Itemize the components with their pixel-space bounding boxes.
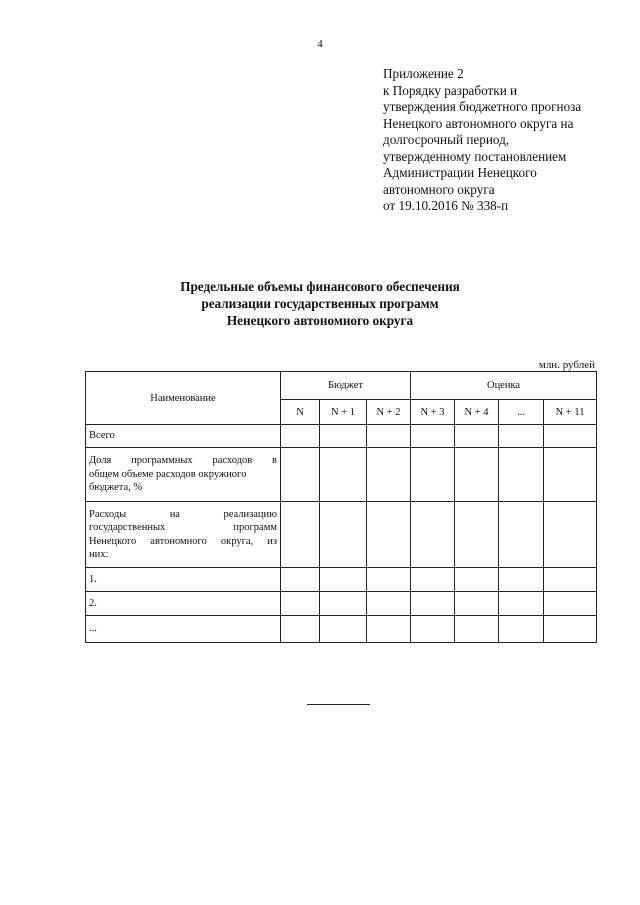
table-cell — [320, 448, 367, 502]
row-label-line: Доля программных расходов в — [89, 455, 277, 467]
table-cell — [367, 502, 411, 568]
table-cell — [455, 448, 499, 502]
row-label-line: Всего — [89, 430, 115, 442]
table-cell — [320, 568, 367, 592]
row-label-total — [86, 425, 281, 448]
table-cell — [281, 616, 320, 643]
row-label-line: Расходы на реализацию — [89, 508, 277, 520]
row-label-program-share — [86, 448, 281, 502]
header-col-n11: N + 11 — [544, 400, 597, 425]
table-cell — [544, 425, 597, 448]
table-cell — [544, 568, 597, 592]
title-line: Ненецкого автономного округа — [226, 313, 414, 328]
header-col-ellipsis: ... — [499, 400, 544, 425]
appendix-line: к Порядку разработки и — [383, 82, 518, 98]
table-row — [86, 425, 597, 448]
row-label-line: Ненецкого автономного округа, из — [89, 535, 277, 547]
row-label-item-2 — [86, 592, 281, 616]
table-cell — [544, 592, 597, 616]
table-cell — [455, 616, 499, 643]
table-cell — [411, 592, 455, 616]
table-cell — [367, 592, 411, 616]
appendix-line: автономного округа — [383, 181, 495, 197]
appendix-reference — [383, 66, 633, 215]
table-cell — [320, 592, 367, 616]
header-col-n3: N + 3 — [411, 400, 455, 425]
table-cell — [455, 502, 499, 568]
header-col-n2: N + 2 — [367, 400, 411, 425]
table-cell — [320, 425, 367, 448]
table-cell — [281, 502, 320, 568]
table-cell — [281, 568, 320, 592]
table-cell — [499, 592, 544, 616]
table-cell — [499, 616, 544, 643]
appendix-line: утвержденному постановлением — [383, 148, 567, 164]
header-col-n4: N + 4 — [455, 400, 499, 425]
table-cell — [367, 616, 411, 643]
table-cell — [455, 425, 499, 448]
table-cell — [411, 448, 455, 502]
table-cell — [455, 568, 499, 592]
table-cell — [455, 592, 499, 616]
appendix-line: утверждения бюджетного прогноза — [383, 99, 582, 114]
header-budget: Бюджет — [281, 372, 411, 400]
table-cell — [320, 502, 367, 568]
row-label-line: 1. — [89, 573, 97, 585]
table-row — [86, 616, 597, 643]
header-col-n1: N + 1 — [320, 400, 367, 425]
table-cell — [411, 616, 455, 643]
row-label-item-1 — [86, 568, 281, 592]
row-label-line: общем объеме расходов окружного — [89, 468, 247, 480]
table-cell — [411, 502, 455, 568]
row-label-program-expenses — [86, 502, 281, 568]
budget-table — [85, 371, 597, 643]
table-cell — [367, 425, 411, 448]
appendix-line: Приложение 2 — [383, 66, 464, 81]
table-row — [86, 502, 597, 568]
table-cell — [499, 425, 544, 448]
row-label-line: ... — [89, 623, 97, 635]
table-cell — [499, 568, 544, 592]
row-label-line: 2. — [89, 597, 97, 609]
table-cell — [544, 616, 597, 643]
row-label-line: них: — [89, 549, 109, 560]
table-row — [86, 448, 597, 502]
row-label-line: государственных программ — [89, 522, 277, 533]
table-cell — [281, 448, 320, 502]
table-cell — [544, 448, 597, 502]
title-line: Предельные объемы финансового обеспечения — [180, 279, 460, 294]
footer-divider — [307, 704, 370, 705]
appendix-line: Администрации Ненецкого — [383, 165, 537, 180]
row-label-line: бюджета, % — [89, 482, 143, 494]
table-cell — [411, 425, 455, 448]
appendix-line: долгосрочный период, — [383, 132, 510, 147]
row-label-item-more — [86, 616, 281, 643]
document-title — [0, 278, 640, 329]
unit-note: млн. рублей — [538, 359, 595, 371]
appendix-line: Ненецкого автономного округа на — [383, 115, 574, 131]
table-cell — [281, 425, 320, 448]
table-row — [86, 592, 597, 616]
table-row — [86, 568, 597, 592]
table-cell — [367, 448, 411, 502]
table-cell — [499, 448, 544, 502]
header-col-n: N — [281, 400, 320, 425]
appendix-line: от 19.10.2016 № 338-п — [383, 198, 509, 213]
header-name: Наименование — [86, 372, 281, 425]
table-cell — [281, 592, 320, 616]
table-cell — [499, 502, 544, 568]
title-line: реализации государственных программ — [201, 296, 439, 311]
table-cell — [320, 616, 367, 643]
header-estimate: Оценка — [411, 372, 597, 400]
table-cell — [367, 568, 411, 592]
page-number: 4 — [317, 38, 323, 50]
table-cell — [411, 568, 455, 592]
table-cell — [544, 502, 597, 568]
